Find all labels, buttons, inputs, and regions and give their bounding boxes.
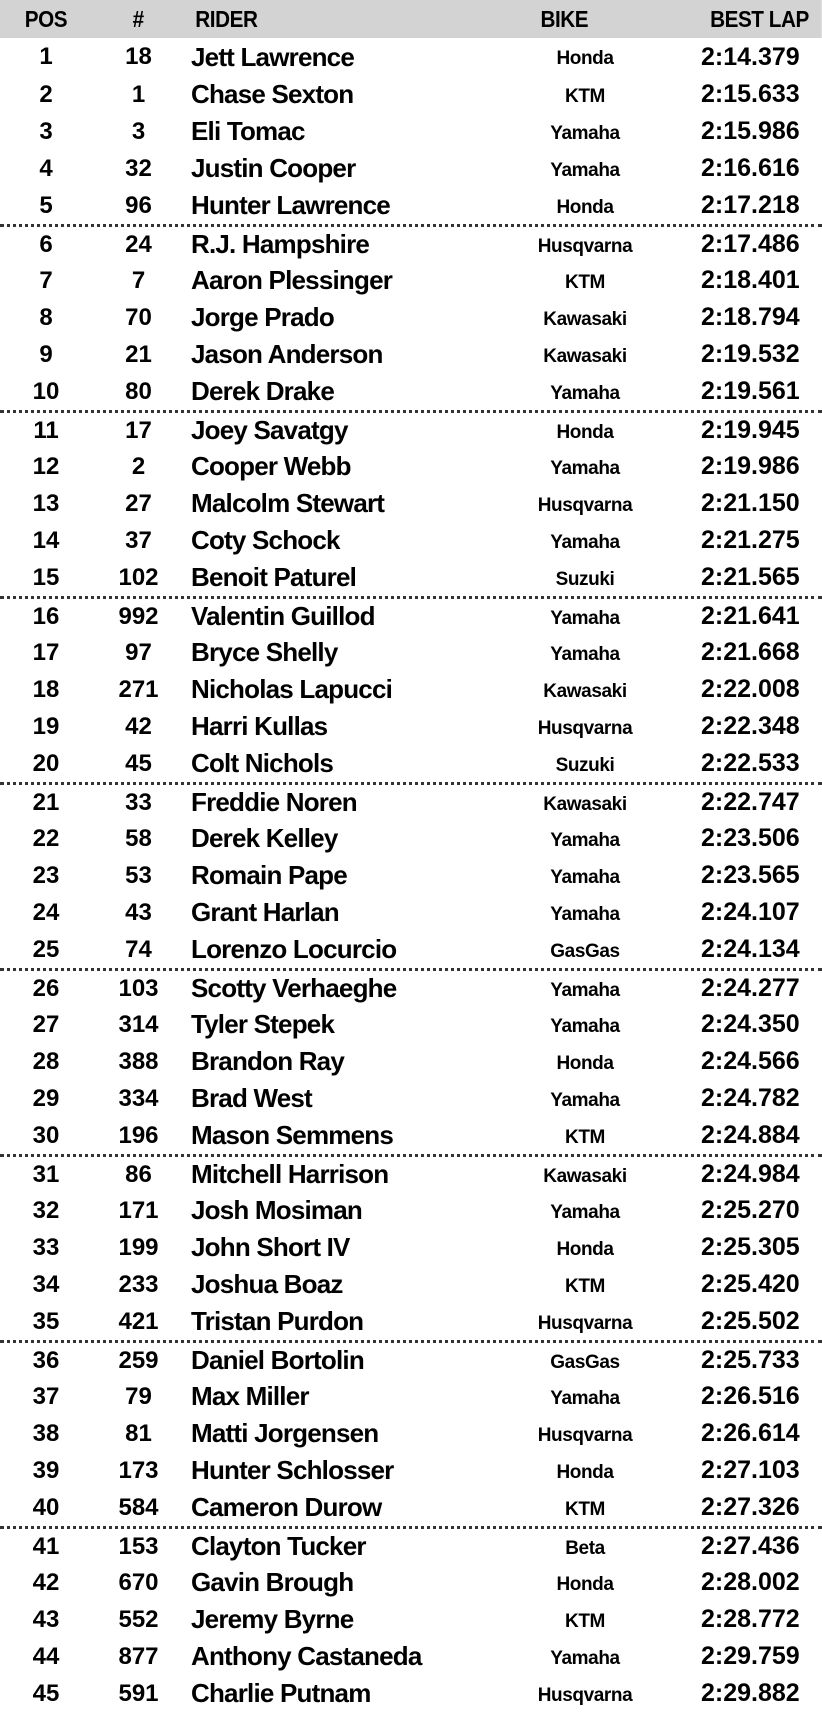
rider-number-cell: 314	[118, 1010, 159, 1038]
bike-cell: Yamaha	[550, 903, 620, 925]
rider-number-cell: 43	[125, 898, 152, 926]
table-row	[0, 968, 822, 1006]
best-lap-cell: 2:27.436	[701, 1532, 800, 1560]
best-lap-cell: 2:21.641	[701, 602, 800, 630]
table-row	[0, 1638, 822, 1675]
best-lap-cell: 2:21.275	[701, 526, 800, 554]
rider-number-cell: 153	[118, 1532, 159, 1560]
table-row	[0, 1526, 822, 1564]
position-cell: 21	[32, 788, 60, 816]
table-row	[0, 1043, 822, 1080]
bike-cell: Yamaha	[550, 1647, 620, 1669]
rider-name-cell: Joey Savatgy	[191, 415, 348, 445]
rider-name-cell: R.J. Hampshire	[191, 229, 370, 259]
rider-name-cell: Mason Semmens	[191, 1120, 394, 1150]
best-lap-cell: 2:22.008	[701, 675, 800, 703]
best-lap-cell: 2:19.532	[701, 340, 800, 368]
table-row	[0, 38, 822, 76]
bike-cell: Honda	[556, 1573, 614, 1595]
best-lap-cell: 2:26.614	[701, 1419, 800, 1447]
bike-cell: Yamaha	[550, 531, 620, 553]
best-lap-cell: 2:23.506	[701, 824, 800, 852]
rider-name-cell: Clayton Tucker	[191, 1531, 366, 1561]
best-lap-cell: 2:21.668	[701, 638, 800, 666]
best-lap-cell: 2:25.420	[701, 1270, 800, 1298]
position-cell: 33	[32, 1233, 60, 1261]
position-cell: 41	[32, 1532, 60, 1560]
bike-cell: Yamaha	[550, 122, 620, 144]
rider-name-cell: Freddie Noren	[191, 787, 357, 817]
rider-name-cell: Lorenzo Locurcio	[191, 934, 397, 964]
position-cell: 34	[32, 1270, 60, 1298]
rider-number-cell: 233	[118, 1270, 159, 1298]
header-bike: BIKE	[540, 5, 589, 32]
best-lap-cell: 2:16.616	[701, 154, 800, 182]
rider-number-cell: 42	[125, 712, 152, 740]
bike-cell: Husqvarna	[537, 1312, 633, 1334]
position-cell: 22	[32, 824, 60, 852]
best-lap-cell: 2:24.782	[701, 1084, 800, 1112]
position-cell: 39	[32, 1456, 60, 1484]
position-cell: 23	[32, 861, 60, 889]
rider-name-cell: Eli Tomac	[191, 116, 305, 146]
table-row	[0, 150, 822, 187]
rider-number-cell: 1	[131, 80, 146, 108]
rider-name-cell: Grant Harlan	[191, 897, 339, 927]
table-row	[0, 559, 822, 596]
bike-cell: Kawasaki	[543, 1165, 627, 1187]
table-row	[0, 1006, 822, 1043]
table-row	[0, 522, 822, 559]
rider-name-cell: Coty Schock	[191, 525, 340, 555]
bike-cell: KTM	[565, 1126, 605, 1148]
table-row	[0, 931, 822, 968]
best-lap-cell: 2:14.379	[701, 42, 800, 71]
rider-name-cell: Romain Pape	[191, 860, 347, 890]
header-best-lap: BEST LAP	[710, 5, 809, 32]
rider-number-cell: 81	[125, 1419, 152, 1447]
table-row	[0, 596, 822, 634]
bike-cell: Yamaha	[550, 1015, 620, 1037]
table-row	[0, 820, 822, 857]
position-cell: 28	[32, 1047, 60, 1075]
position-cell: 10	[32, 377, 60, 405]
position-cell: 42	[32, 1568, 60, 1596]
rider-name-cell: Nicholas Lapucci	[191, 674, 393, 704]
rider-number-cell: 27	[125, 489, 152, 517]
table-row	[0, 671, 822, 708]
position-cell: 13	[32, 489, 60, 517]
table-row	[0, 857, 822, 894]
bike-cell: Honda	[556, 421, 614, 443]
rider-name-cell: Jorge Prado	[191, 302, 334, 332]
position-cell: 36	[32, 1346, 60, 1374]
table-row	[0, 410, 822, 448]
bike-cell: KTM	[565, 85, 605, 107]
rider-name-cell: Hunter Schlosser	[191, 1455, 394, 1485]
rider-name-cell: Colt Nichols	[191, 748, 334, 778]
best-lap-cell: 2:28.772	[701, 1605, 800, 1633]
bike-cell: Yamaha	[550, 1201, 620, 1223]
table-row	[0, 373, 822, 410]
best-lap-cell: 2:26.516	[701, 1382, 800, 1410]
position-cell: 24	[32, 898, 60, 926]
position-cell: 8	[39, 303, 53, 331]
best-lap-cell: 2:25.502	[701, 1307, 800, 1335]
rider-number-cell: 96	[125, 191, 152, 219]
rider-name-cell: Hunter Lawrence	[191, 190, 390, 220]
rider-name-cell: John Short IV	[191, 1232, 350, 1262]
position-cell: 9	[39, 340, 53, 368]
bike-cell: Kawasaki	[543, 345, 627, 367]
rider-number-cell: 37	[125, 526, 152, 554]
position-cell: 20	[32, 749, 60, 777]
bike-cell: Yamaha	[550, 979, 620, 1001]
rider-number-cell: 32	[125, 154, 152, 182]
table-row	[0, 1452, 822, 1489]
rider-number-cell: 86	[125, 1160, 152, 1188]
best-lap-cell: 2:24.277	[701, 974, 800, 1002]
best-lap-cell: 2:22.747	[701, 788, 800, 816]
rider-number-cell: 58	[125, 824, 152, 852]
position-cell: 17	[32, 638, 60, 666]
bike-cell: Honda	[556, 1052, 614, 1074]
rider-name-cell: Jason Anderson	[191, 339, 383, 369]
position-cell: 30	[32, 1121, 60, 1149]
bike-cell: Yamaha	[550, 643, 620, 665]
best-lap-cell: 2:21.150	[701, 489, 800, 517]
rider-name-cell: Anthony Castaneda	[191, 1641, 422, 1671]
table-row	[0, 782, 822, 820]
bike-cell: Yamaha	[550, 1089, 620, 1111]
rider-number-cell: 18	[125, 43, 152, 70]
rider-name-cell: Malcolm Stewart	[191, 488, 385, 518]
table-header	[0, 0, 822, 38]
rider-number-cell: 670	[118, 1568, 159, 1596]
bike-cell: Honda	[556, 1238, 614, 1260]
position-cell: 7	[39, 266, 53, 294]
table-row	[0, 1192, 822, 1229]
best-lap-cell: 2:29.759	[701, 1642, 800, 1670]
rider-name-cell: Bryce Shelly	[191, 637, 338, 667]
position-cell: 12	[32, 452, 60, 480]
rider-name-cell: Aaron Plessinger	[191, 265, 393, 295]
best-lap-cell: 2:18.794	[701, 303, 800, 331]
rider-name-cell: Chase Sexton	[191, 79, 354, 109]
rider-number-cell: 877	[118, 1642, 159, 1670]
table-row	[0, 1601, 822, 1638]
bike-cell: Husqvarna	[537, 1424, 633, 1446]
rider-name-cell: Mitchell Harrison	[191, 1159, 389, 1189]
bike-cell: Husqvarna	[537, 235, 633, 257]
rider-name-cell: Tyler Stepek	[191, 1009, 335, 1039]
rider-number-cell: 173	[118, 1456, 159, 1484]
best-lap-cell: 2:19.945	[701, 416, 800, 444]
position-cell: 3	[39, 117, 53, 145]
table-row	[0, 894, 822, 931]
position-cell: 26	[32, 974, 60, 1002]
rider-number-cell: 24	[125, 230, 152, 258]
bike-cell: Yamaha	[550, 1387, 620, 1409]
best-lap-cell: 2:15.633	[701, 80, 800, 108]
position-cell: 44	[32, 1642, 60, 1670]
best-lap-cell: 2:19.986	[701, 452, 800, 480]
best-lap-cell: 2:25.270	[701, 1196, 800, 1224]
bike-cell: Husqvarna	[537, 717, 633, 739]
bike-cell: GasGas	[550, 1351, 620, 1373]
position-cell: 37	[32, 1382, 60, 1410]
bike-cell: Beta	[565, 1537, 605, 1559]
bike-cell: Husqvarna	[537, 1684, 633, 1706]
bike-cell: Yamaha	[550, 607, 620, 629]
position-cell: 31	[32, 1160, 60, 1188]
rider-number-cell: 584	[118, 1493, 159, 1521]
rider-name-cell: Charlie Putnam	[191, 1678, 371, 1708]
position-cell: 5	[39, 191, 53, 219]
best-lap-cell: 2:19.561	[701, 377, 800, 405]
rider-name-cell: Joshua Boaz	[191, 1269, 343, 1299]
position-cell: 6	[39, 230, 53, 258]
rider-name-cell: Brad West	[191, 1083, 312, 1113]
rider-name-cell: Max Miller	[191, 1381, 309, 1411]
rider-number-cell: 53	[125, 861, 152, 889]
best-lap-cell: 2:18.401	[701, 266, 800, 294]
rider-number-cell: 103	[118, 974, 159, 1002]
position-cell: 11	[33, 416, 59, 444]
position-cell: 25	[32, 935, 60, 963]
bike-cell: GasGas	[550, 940, 620, 962]
header-number: #	[132, 5, 144, 32]
table-row	[0, 1303, 822, 1340]
table-row	[0, 1229, 822, 1266]
rider-number-cell: 171	[118, 1196, 159, 1224]
bike-cell: Honda	[556, 196, 614, 218]
rider-number-cell: 388	[118, 1047, 159, 1075]
table-row	[0, 1415, 822, 1452]
rider-number-cell: 992	[118, 602, 159, 630]
table-row	[0, 299, 822, 336]
bike-cell: Yamaha	[550, 159, 620, 181]
best-lap-cell: 2:23.565	[701, 861, 800, 889]
header-rider: RIDER	[195, 5, 258, 32]
best-lap-cell: 2:28.002	[701, 1568, 800, 1596]
best-lap-cell: 2:24.134	[701, 935, 800, 963]
table-row	[0, 262, 822, 299]
position-cell: 15	[32, 563, 60, 591]
rider-number-cell: 3	[131, 117, 146, 145]
rider-name-cell: Derek Kelley	[191, 823, 338, 853]
rider-name-cell: Cooper Webb	[191, 451, 351, 481]
position-cell: 16	[32, 602, 60, 630]
bike-cell: Yamaha	[550, 829, 620, 851]
best-lap-cell: 2:27.103	[701, 1456, 800, 1484]
position-cell: 2	[39, 80, 53, 108]
best-lap-cell: 2:15.986	[701, 117, 800, 145]
rider-name-cell: Gavin Brough	[191, 1567, 354, 1597]
position-cell: 43	[32, 1605, 60, 1633]
position-cell: 40	[32, 1493, 60, 1521]
rider-number-cell: 421	[118, 1307, 159, 1335]
bike-cell: Honda	[556, 48, 614, 69]
rider-number-cell: 21	[125, 340, 152, 368]
bike-cell: Yamaha	[550, 382, 620, 404]
position-cell: 35	[32, 1307, 60, 1335]
rider-number-cell: 2	[131, 452, 146, 480]
rider-name-cell: Matti Jorgensen	[191, 1418, 379, 1448]
table-row	[0, 745, 822, 782]
rider-number-cell: 334	[118, 1084, 159, 1112]
rider-number-cell: 70	[125, 303, 152, 331]
rider-name-cell: Jeremy Byrne	[191, 1604, 354, 1634]
table-row	[0, 1340, 822, 1378]
position-cell: 19	[32, 712, 60, 740]
table-row	[0, 1489, 822, 1526]
table-row	[0, 634, 822, 671]
best-lap-cell: 2:24.566	[701, 1047, 800, 1075]
bike-cell: Yamaha	[550, 457, 620, 479]
table-row	[0, 76, 822, 113]
rider-number-cell: 97	[125, 638, 152, 666]
position-cell: 45	[32, 1679, 60, 1707]
rider-number-cell: 45	[125, 749, 152, 777]
best-lap-cell: 2:24.884	[701, 1121, 800, 1149]
rider-name-cell: Justin Cooper	[191, 153, 356, 183]
table-row	[0, 1266, 822, 1303]
rider-number-cell: 199	[118, 1233, 159, 1261]
table-row	[0, 113, 822, 150]
rider-name-cell: Brandon Ray	[191, 1046, 345, 1076]
table-body	[0, 38, 822, 1712]
table-row	[0, 708, 822, 745]
rider-number-cell: 591	[118, 1679, 159, 1707]
rider-number-cell: 33	[125, 788, 152, 816]
rider-name-cell: Harri Kullas	[191, 711, 328, 741]
bike-cell: Suzuki	[555, 754, 615, 776]
table-row	[0, 336, 822, 373]
bike-cell: Husqvarna	[537, 494, 633, 516]
best-lap-cell: 2:29.882	[701, 1679, 800, 1707]
rider-name-cell: Derek Drake	[191, 376, 334, 406]
bike-cell: KTM	[565, 271, 605, 293]
bike-cell: KTM	[565, 1275, 605, 1297]
position-cell: 32	[32, 1196, 60, 1224]
rider-number-cell: 102	[118, 563, 159, 591]
rider-number-cell: 74	[125, 935, 152, 963]
bike-cell: Kawasaki	[543, 793, 627, 815]
best-lap-cell: 2:25.733	[701, 1346, 800, 1374]
bike-cell: KTM	[565, 1610, 605, 1632]
rider-number-cell: 80	[125, 377, 152, 405]
bike-cell: Honda	[556, 1461, 614, 1483]
table-row	[0, 1117, 822, 1154]
best-lap-cell: 2:17.486	[701, 230, 800, 258]
rider-number-cell: 17	[125, 416, 152, 444]
table-row	[0, 224, 822, 262]
table-row	[0, 1675, 822, 1712]
rider-number-cell: 552	[118, 1605, 159, 1633]
table-row	[0, 1154, 822, 1192]
rider-name-cell: Daniel Bortolin	[191, 1345, 364, 1375]
bike-cell: Kawasaki	[543, 308, 627, 330]
best-lap-cell: 2:24.984	[701, 1160, 800, 1188]
rider-number-cell: 196	[118, 1121, 159, 1149]
position-cell: 4	[39, 154, 53, 182]
rider-number-cell: 259	[118, 1346, 159, 1374]
table-row	[0, 187, 822, 224]
rider-name-cell: Benoit Paturel	[191, 562, 357, 592]
header-pos: POS	[24, 5, 68, 32]
table-row	[0, 448, 822, 485]
rider-name-cell: Scotty Verhaeghe	[191, 973, 397, 1003]
bike-cell: Kawasaki	[543, 680, 627, 702]
bike-cell: Yamaha	[550, 866, 620, 888]
best-lap-cell: 2:22.348	[701, 712, 800, 740]
rider-name-cell: Cameron Durow	[191, 1492, 382, 1522]
rider-name-cell: Josh Mosiman	[191, 1195, 362, 1225]
table-row	[0, 1378, 822, 1415]
position-cell: 38	[32, 1419, 60, 1447]
table-row	[0, 1564, 822, 1601]
rider-name-cell: Tristan Purdon	[191, 1306, 364, 1336]
best-lap-cell: 2:27.326	[701, 1493, 800, 1521]
rider-number-cell: 7	[131, 266, 146, 294]
table-row	[0, 485, 822, 522]
best-lap-cell: 2:24.350	[701, 1010, 800, 1038]
bike-cell: KTM	[565, 1498, 605, 1520]
table-row	[0, 1080, 822, 1117]
rider-number-cell: 271	[118, 675, 159, 703]
rider-name-cell: Valentin Guillod	[191, 601, 375, 631]
best-lap-cell: 2:17.218	[701, 191, 800, 219]
position-cell: 14	[32, 526, 60, 554]
best-lap-cell: 2:25.305	[701, 1233, 800, 1261]
bike-cell: Suzuki	[555, 568, 615, 590]
best-lap-cell: 2:21.565	[701, 563, 800, 591]
position-cell: 1	[39, 43, 53, 70]
rider-number-cell: 79	[125, 1382, 152, 1410]
position-cell: 18	[32, 675, 60, 703]
rider-name-cell: Jett Lawrence	[191, 41, 355, 72]
position-cell: 29	[32, 1084, 60, 1112]
best-lap-cell: 2:24.107	[701, 898, 800, 926]
best-lap-cell: 2:22.533	[701, 749, 800, 777]
position-cell: 27	[32, 1010, 60, 1038]
